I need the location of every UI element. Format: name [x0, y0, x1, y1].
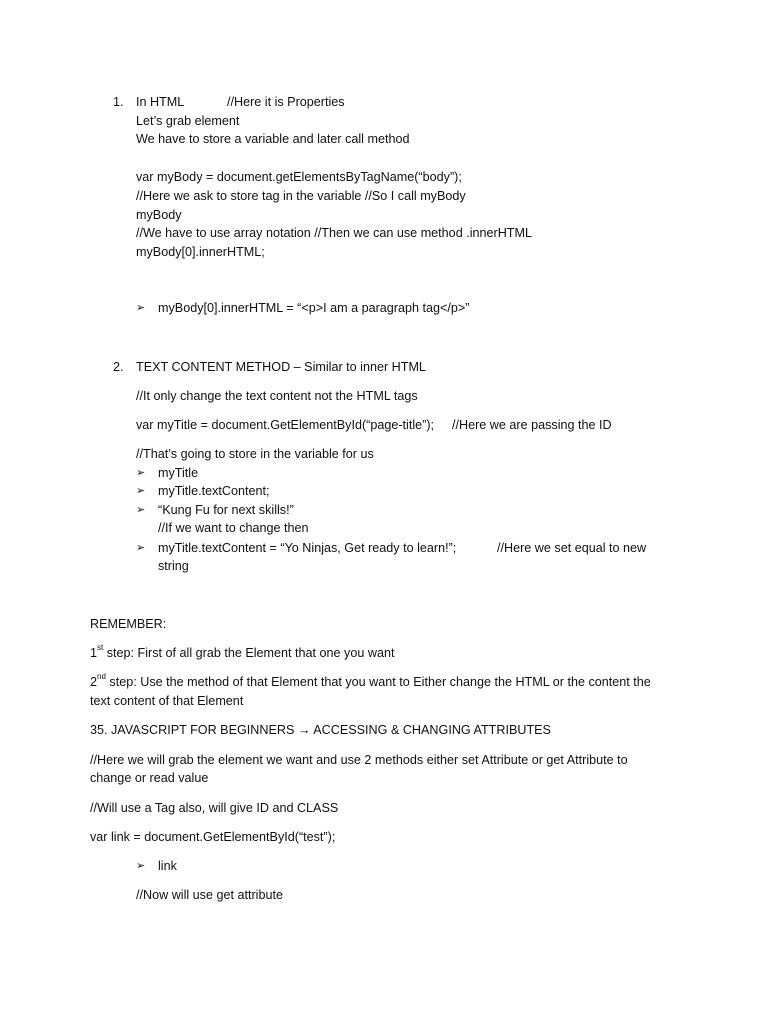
- section1-bullet: myBody[0].innerHTML = “<p>I am a paragraph tag</p>”: [158, 301, 470, 315]
- section2-bullet: “Kung Fu for next skills!”: [158, 503, 294, 517]
- section35-heading: [90, 722, 551, 738]
- section1-code-line: myBody[0].innerHTML;: [136, 245, 265, 259]
- section1-code-line: //We have to use array notation //Then we can use method .innerHTML: [136, 226, 532, 240]
- step1-number: 1: [90, 646, 98, 660]
- remember-title: REMEMBER:: [90, 617, 167, 631]
- remember-step1: [90, 645, 394, 661]
- section35-comment: //Here we will grab the element we want and use 2 methods either set Attribute or get Attribute to: [90, 753, 628, 767]
- section2-bullet-comment: //Here we set equal to new: [497, 541, 647, 555]
- section2-heading: TEXT CONTENT METHOD – Similar to inner HTML: [136, 360, 426, 374]
- section2-code: var myTitle = document.GetElementById(“page-title”);: [136, 418, 435, 432]
- section2-bullet: myTitle: [158, 466, 199, 480]
- section1-code-line: var myBody = document.getElementsByTagName(“body”);: [136, 170, 462, 184]
- arrow-bullet-icon: ➢: [136, 504, 146, 516]
- section35-bullet: link: [158, 859, 177, 873]
- section1-code-line: myBody: [136, 208, 182, 222]
- right-arrow-icon: →: [297, 723, 311, 737]
- arrow-bullet-icon: ➢: [136, 860, 146, 872]
- step2-number: 2: [90, 675, 98, 689]
- section2-bullet: myTitle.textContent;: [158, 484, 270, 498]
- section1-line: We have to store a variable and later call method: [136, 132, 410, 146]
- section1-line: Let’s grab element: [136, 114, 240, 128]
- step2-text: step: Use the method of that Element that you want to Either change the HTML or the content the: [105, 675, 651, 689]
- section35-code: var link = document.GetElementById(“test”);: [90, 830, 336, 844]
- section1-heading-comment: //Here it is Properties: [227, 95, 345, 109]
- section35-comment-continuation: change or read value: [90, 771, 209, 785]
- section2-number: 2.: [113, 360, 124, 374]
- step1-text: step: First of all grab the Element that one you want: [103, 646, 395, 660]
- section35-heading-end: ACCESSING & CHANGING ATTRIBUTES: [313, 723, 551, 737]
- section35-comment: //Will use a Tag also, will give ID and CLASS: [90, 801, 339, 815]
- section1-number: 1.: [113, 95, 124, 109]
- arrow-bullet-icon: ➢: [136, 467, 146, 479]
- arrow-bullet-icon: ➢: [136, 485, 146, 497]
- section2-comment: //It only change the text content not the HTML tags: [136, 389, 418, 403]
- section1-heading: In HTML: [136, 95, 185, 109]
- remember-step2: [90, 674, 651, 690]
- step2-ordinal: nd: [97, 672, 106, 681]
- section2-bullet-continuation: string: [158, 559, 189, 573]
- arrow-bullet-icon: ➢: [136, 302, 146, 314]
- section2-comment: //That’s going to store in the variable for us: [136, 447, 374, 461]
- step1-ordinal: st: [97, 643, 104, 652]
- section2-code-comment: //Here we are passing the ID: [452, 418, 612, 432]
- section35-heading-start: 35. JAVASCRIPT FOR BEGINNERS: [90, 723, 295, 737]
- section2-bullet-continuation: //If we want to change then: [158, 521, 309, 535]
- section1-code-line: //Here we ask to store tag in the variable //So I call myBody: [136, 189, 466, 203]
- section35-comment: //Now will use get attribute: [136, 888, 283, 902]
- section2-bullet: myTitle.textContent = “Yo Ninjas, Get ready to learn!”;: [158, 541, 457, 555]
- remember-step2-continuation: text content of that Element: [90, 694, 244, 708]
- arrow-bullet-icon: ➢: [136, 542, 146, 554]
